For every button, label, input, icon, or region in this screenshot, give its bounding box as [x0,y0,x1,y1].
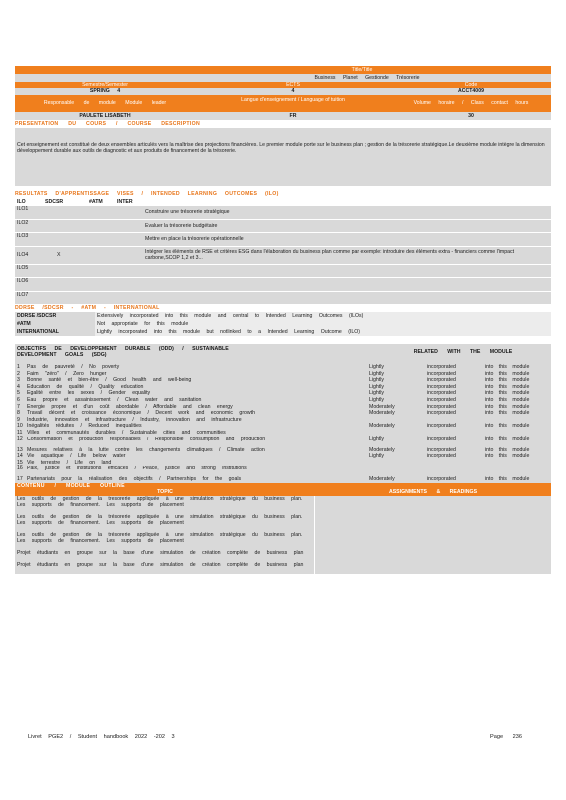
sdg-number: 4 [17,383,20,390]
topic-label: TOPIC [157,488,173,495]
topic-text: Les outils de gestion de la trésorerie appliquée à une simulation stratégique du business plan. Les supports de financement. Les supports de placement [17,531,303,544]
topic-text: Projet étudiants en groupe sur la base d'une simulation de création complète de business plan [17,561,304,568]
sdg-level: Lightly [369,390,384,397]
ects-value: 4 [291,88,295,94]
sdg-number: 16 [17,465,23,472]
ilo-col-inter: INTER [117,199,133,205]
title-label-row [15,66,551,74]
legend-row [15,312,551,320]
presentation-text: Cet enseignement est constitué de deux ensembles articulés vers la maîtrise des projections financières. Le premier module porte sur le business plan ; gestion de la trésorerie stratégique.Le deuxième module intègre la dimension développement durable aux outils de diagnostic et aux produits de financement de la trésorerie. [15,128,551,186]
sdg-goal: Industrie, innovation et infrastructure / Industry, innovation and infrastructure [27,416,242,423]
sdg-number: 10 [17,423,23,430]
sdg-scope: into this module [485,423,530,430]
sdg-number: 17 [17,476,23,483]
sdg-goal: Paix, justice et institutions efficaces / Peace, justice and strong institutions [27,466,247,472]
sdg-scope: into this module [485,435,530,442]
topic-text: Projet étudiants en groupe sur la base d'une simulation de création complète de business plan [17,549,304,556]
ilo-text [143,278,551,291]
ilo-code: ILO3 [17,233,29,239]
sdg-number: 14 [17,453,23,460]
ilo-mark [43,220,143,233]
sdg-incorporated: incorporated [427,396,456,403]
sdg-incorporated: incorporated [427,453,456,460]
sdg-incorporated: incorporated [427,370,456,377]
assignments-label: ASSIGNMENTS & READINGS [388,488,478,495]
ilo-text: Evaluer la trésorerie budgétaire [145,222,218,229]
sdg-number: 13 [17,446,23,453]
topic-assignment [314,514,551,532]
content-heading: CONTENU / MODULE OUTLINE [15,483,551,489]
sdg-number: 8 [17,410,20,417]
semester-value: SPRING 4 [89,88,121,94]
sdg-level: Lightly [369,435,384,442]
sdg-incorporated: incorporated [427,403,456,410]
sdg-goal: Partenariats pour la réalisation des objectifs / Partnerships for the goals [27,476,242,483]
ilo-col-sdcsr: SDCSR [45,199,64,205]
ilo-code: ILO2 [17,219,29,226]
sdg-number: 12 [17,435,23,442]
sdg-row [17,466,549,476]
footer [28,734,522,740]
sdg-row [17,453,549,460]
ilo-code: ILO6 [17,278,29,284]
ilo-row [15,265,551,279]
footer-handbook: Livret PGE2 / Student handbook 2022 -202 3 [28,734,175,740]
sdg-goal: Villes et communautés durables / Sustainable cities and communities [27,429,226,436]
sdg-row [17,377,549,384]
ects-label: ECTS [286,82,300,88]
sdg-level: Moderately [369,446,395,453]
sdg-number: 11 [17,429,23,436]
ilo-col-atm: #ATM [89,199,103,205]
sdg-heading-2: DEVELOPMENT GOALS (SDG) [17,352,107,358]
ilo-code: ILO7 [17,291,29,298]
topic-assignment [314,550,551,562]
sdg-level: Moderately [369,423,395,430]
sdg-related-label: RELATED WITH THE MODULE [413,349,513,355]
sdg-goal: Energie propre et d'un coût abordable / Affordable and clean energy [27,403,233,410]
sdg-scope: into this module [485,476,530,483]
semester-value-row [15,88,551,95]
ilo-mark [43,265,143,278]
sdg-goal: Eau propre et assainissement / Clean water and sanitation [27,396,202,403]
legend-value: Lightly incorporated into this module but notlinked to a Intended Learning Outcome (ILO) [95,328,551,336]
ilo-mark [43,206,143,219]
sdg-heading-1: OBJECTIFS DE DEVELOPPEMENT DURABLE (ODD) / SUSTAINABLE [17,346,229,352]
sdg-scope: into this module [485,396,530,403]
sdg-number: 5 [17,390,20,397]
ilo-row [15,220,551,234]
ilo-row [15,292,551,306]
ilo-code: ILO1 [17,206,29,212]
sdg-scope: into this module [485,410,530,417]
ilo-row [15,247,551,265]
ilo-table [15,206,551,305]
sdg-level [369,466,427,476]
semester-label: Semestre/Semester [82,82,128,88]
ilo-text [143,265,551,278]
ilo-text: Intégrer les éléments de RSE et critères ESG dans l'élaboration du business plan comme par exemple: introduire des éléments extra - financiers comme l'impact carbone,SCOP 1,2 et 3... [145,248,515,261]
volume-label: Volume horaire / Class contact hours [413,100,529,106]
sdg-goal: Travail décent et croissance économique / Decent work and economic growth [27,410,256,417]
sdg-incorporated: incorporated [427,446,456,453]
resp-label: Responsable de module Module leader [43,100,167,106]
presentation-heading: PRESENTATION DU COURS / COURSE DESCRIPTION [15,121,200,127]
sdg-scope: into this module [485,390,530,397]
code-value: ACCT4009 [458,88,484,94]
sdg-scope: into this module [485,370,530,377]
ilo-mark [43,278,143,291]
topic-row [15,562,551,574]
ilo-text: Construire une trésorerie stratégique [145,209,230,215]
footer-page-number: Page 236 [490,734,522,740]
sdg-row [17,423,549,430]
sdg-row [17,447,549,454]
topic-assignment [314,562,551,574]
sdg-level: Moderately [369,410,395,417]
ilo-header-row [15,198,551,206]
resp-value: PAULETE LISABETH [79,113,131,119]
sdg-scope: into this module [485,377,530,384]
sdg-goal: Education de qualité / Quality education [27,383,144,390]
ilo-code: ILO5 [17,264,29,271]
ilo-mark [43,292,143,305]
course-sheet [15,66,551,574]
title-value: Business Planet Gestionde Trésorerie [314,75,420,81]
sdg-scope: into this module [485,446,530,453]
sdg-goal: Mesures relatives à la lutte contre les changements climatiques / Climate action [27,446,265,453]
sdg-goal: Pas de pauvreté / No poverty [27,364,120,370]
sdg-goal: Bonne santé et bien-être / Good health and well-being [27,377,192,384]
sdg-incorporated: incorporated [427,383,456,390]
topic-text: Les outils de gestion de la tresorerie appliquée à une simulation stratégique du business plan. Les supports de financement. Les supports de placement [17,495,303,508]
sdg-number: 3 [17,377,20,384]
sdg-number: 1 [17,364,20,370]
sdg-scope: into this module [485,453,530,460]
ilo-heading: RESULTATS D'APPRENTISSAGE VISES / INTENDED LEARNING OUTCOMES (ILO) [15,191,279,197]
title-value-row [15,74,551,82]
sdg-row [17,460,549,467]
sdg-row [17,390,549,397]
topic-row [15,496,551,514]
legend-value: Not appropriate for this module [95,320,551,328]
sdg-incorporated: incorporated [427,410,456,417]
sdg-goal: Vie aquatique / Life below water [27,453,126,460]
sdg-incorporated: incorporated [427,364,456,370]
sdg-goal: Inégalités réduites / Reduced inequalities [27,423,142,430]
sdg-row [17,384,549,391]
sdg-goal: Vie terrestre / Life on land [27,459,112,466]
sdg-row [17,397,549,404]
ilo-row [15,206,551,220]
legend-row [15,328,551,336]
sdg-goal: Consommation et production responsables / Responsible consumption and production [27,436,266,442]
sdg-list [15,364,551,483]
sdg-goal: Faim "zéro" / Zero hunger [27,370,107,377]
sdg-incorporated: incorporated [427,423,456,430]
sdg-row [17,364,549,371]
sdg-incorporated: incorporated [427,390,456,397]
topic-assignment [314,532,551,550]
sdg-level [369,417,427,424]
sdg-row [17,437,549,447]
sdg-level: Moderately [369,403,395,410]
sdg-incorporated: incorporated [427,435,456,442]
legend-heading: DDRSE /SDCSR - #ATM - INTERNATIONAL [15,305,160,311]
content-header-row [15,489,551,496]
sdg-incorporated: incorporated [427,377,456,384]
ilo-mark [43,233,143,246]
sdg-level [369,460,427,467]
sdg-level: Moderately [369,476,395,483]
resp-label-row [15,95,551,112]
lang-value: FR [289,113,297,119]
sdg-row [17,410,549,417]
sdg-row [17,430,549,437]
sdg-scope: into this module [485,364,530,370]
ilo-row [15,278,551,292]
sdg-row [17,417,549,424]
sdg-row [17,476,549,483]
topic-text: Les outils de gestion de la trésorerie appliquée à une simulation stratégique du business plan. Les supports de financement. Les supports de placement [17,513,303,526]
topic-row [15,532,551,550]
topic-assignment [314,496,551,514]
ilo-text [143,292,551,305]
sdg-header [15,344,551,364]
sdg-level: Lightly [369,370,384,377]
legend-key: #ATM [15,320,95,328]
ilo-row [15,233,551,247]
sdg-number: 7 [17,403,20,410]
ilo-text: Mettre en place la trésorerie opérationnelle [145,236,244,242]
sdg-level: Lightly [369,377,384,384]
topic-row [15,514,551,532]
legend-key: INTERNATIONAL [15,328,95,336]
ilo-code: ILO4 [17,251,29,258]
legend-value: Extensively incorporated into this module and central to Intended Learning Outcomes (ILOs) [95,312,551,320]
sdg-number: 15 [17,459,23,466]
sdg-goal: Egalité entre les sexes / Gender equality [27,390,151,397]
sdg-number: 9 [17,416,20,423]
title-label: Title/Title [351,67,373,73]
legend-row [15,320,551,328]
sdg-number: 2 [17,370,20,377]
sdg-scope: into this module [485,383,530,390]
sdg-row [17,404,549,411]
sdg-scope: into this module [485,403,530,410]
legend-key: DDRSE /SDCSR [15,312,95,320]
sdg-level: Lightly [369,364,384,370]
volume-value: 30 [468,113,474,119]
sdg-level: Lightly [369,383,384,390]
ilo-mark: X [57,251,61,258]
ilo-col-ilo: ILO [17,199,26,205]
topic-row [15,550,551,562]
sdg-number: 6 [17,396,20,403]
legend-table [15,312,551,336]
code-label: Code [464,82,478,88]
sdg-level: Lightly [369,453,384,460]
sdg-row [17,371,549,378]
resp-value-row [15,112,551,120]
topic-list [15,496,551,574]
sdg-level: Lightly [369,396,384,403]
lang-label: Langue d'enseignement / Language of tuition [241,97,345,103]
sdg-incorporated: incorporated [427,476,456,483]
